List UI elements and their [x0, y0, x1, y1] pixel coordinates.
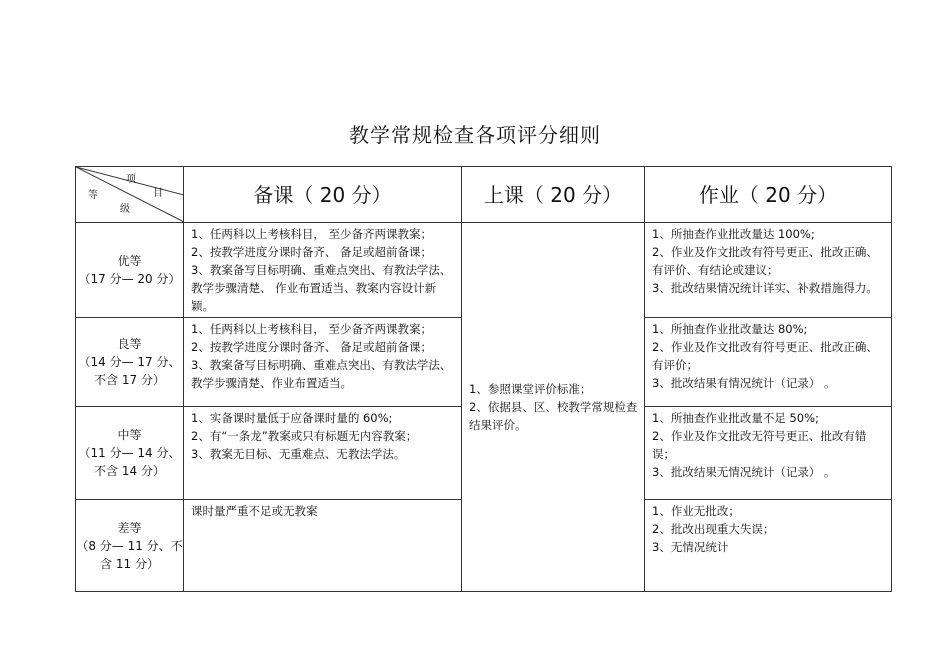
- grade-range: （8 分— 11 分、不含 11 分）: [76, 538, 183, 571]
- grade-range: （14 分— 17 分、不含 17 分）: [78, 355, 181, 387]
- grade-range: （17 分— 20 分）: [78, 272, 181, 286]
- beike-cell: [184, 318, 462, 407]
- zuoye-cell: [645, 407, 892, 500]
- list-item: 1、实备课时量低于应备课时量的 60%;: [191, 411, 393, 425]
- list-item: 3、批改结果情况统计详实、补救措施得力。: [652, 281, 878, 295]
- list-item: 2、按教学进度分课时备齐、 备足或超前备课；: [191, 245, 432, 259]
- grade-cell: [76, 407, 184, 500]
- grade-name: 差等: [117, 520, 142, 535]
- grade-name: 良等: [117, 337, 142, 351]
- zuoye-cell: [645, 318, 892, 407]
- column-header-beike: 备课（ 20 分）: [184, 167, 462, 223]
- corner-label-left: 等: [88, 190, 98, 201]
- beike-cell: [184, 223, 462, 318]
- list-item: 3、教案备写目标明确、重难点突出、有教法学法、教学步骤清楚、 作业布置适当、教案内容设计新颖。: [191, 263, 452, 313]
- list-item: 课时量严重不足或无教案: [191, 504, 318, 518]
- list-item: 3、无情况统计: [652, 540, 729, 554]
- list-item: 2、有“一条龙”教案或只有标题无内容教案；: [191, 429, 418, 443]
- page-title: 教学常规检查各项评分细则: [349, 123, 601, 147]
- list-item: 1、所抽查作业批改量达 100%;: [652, 227, 815, 241]
- shangke-cell: [462, 223, 645, 592]
- list-item: 2、作业及作文批改无符号更正、批改有错误；: [652, 429, 867, 461]
- list-item: 2、作业及作文批改有符号更正、批改正确、有评价、有结论或建议；: [652, 245, 878, 277]
- grade-name: 中等: [117, 428, 142, 442]
- scoring-table: [75, 166, 892, 592]
- list-item: 1、任两科以上考核科目， 至少备齐两课教案；: [191, 322, 432, 336]
- grade-name: 优等: [117, 254, 142, 268]
- corner-label-right: 目: [153, 188, 163, 199]
- corner-cell: [76, 167, 184, 223]
- zuoye-cell: [645, 500, 892, 592]
- grade-cell: [76, 223, 184, 318]
- list-item: 3、教案无目标、无重难点、无教法学法。: [191, 447, 406, 461]
- list-item: 2、按教学进度分课时备齐、 备足或超前备课；: [191, 340, 432, 354]
- header-row: [76, 167, 892, 223]
- column-header-shangke: 上课（ 20 分）: [462, 167, 645, 223]
- table-row-excellent: [76, 223, 892, 318]
- list-item: 3、教案备写目标明确、重难点突出、有教法学法、教学步骤清楚、作业布置适当。: [191, 358, 452, 390]
- zuoye-cell: [645, 223, 892, 318]
- list-item: 1、作业无批改；: [652, 504, 740, 518]
- list-item: 1、任两科以上考核科目， 至少备齐两课教案；: [191, 227, 432, 241]
- corner-label-bottom: 级: [120, 204, 130, 215]
- list-item: 3、批改结果有情况统计（记录） 。: [652, 376, 836, 390]
- list-item: 1、所抽查作业批改量达 80%;: [652, 322, 808, 336]
- beike-cell: [184, 407, 462, 500]
- list-item: 2、依据县、区、校教学常规检查结果评价。: [469, 400, 638, 432]
- beike-cell: [184, 500, 462, 592]
- list-item: 2、作业及作文批改有符号更正、批改正确、有评价；: [652, 340, 878, 372]
- column-header-zuoye: 作业（ 20 分）: [645, 167, 892, 223]
- grade-range: （11 分— 14 分、不含 14 分）: [78, 446, 181, 478]
- list-item: 1、所抽查作业批改量不足 50%;: [652, 411, 819, 425]
- grade-cell: [76, 318, 184, 407]
- corner-label-top: 项: [126, 174, 136, 185]
- grade-cell: [76, 500, 184, 592]
- list-item: 3、批改结果无情况统计（记录） 。: [652, 465, 836, 479]
- list-item: 1、参照课堂评价标准；: [469, 382, 592, 396]
- list-item: 2、批改出现重大失误；: [652, 522, 775, 536]
